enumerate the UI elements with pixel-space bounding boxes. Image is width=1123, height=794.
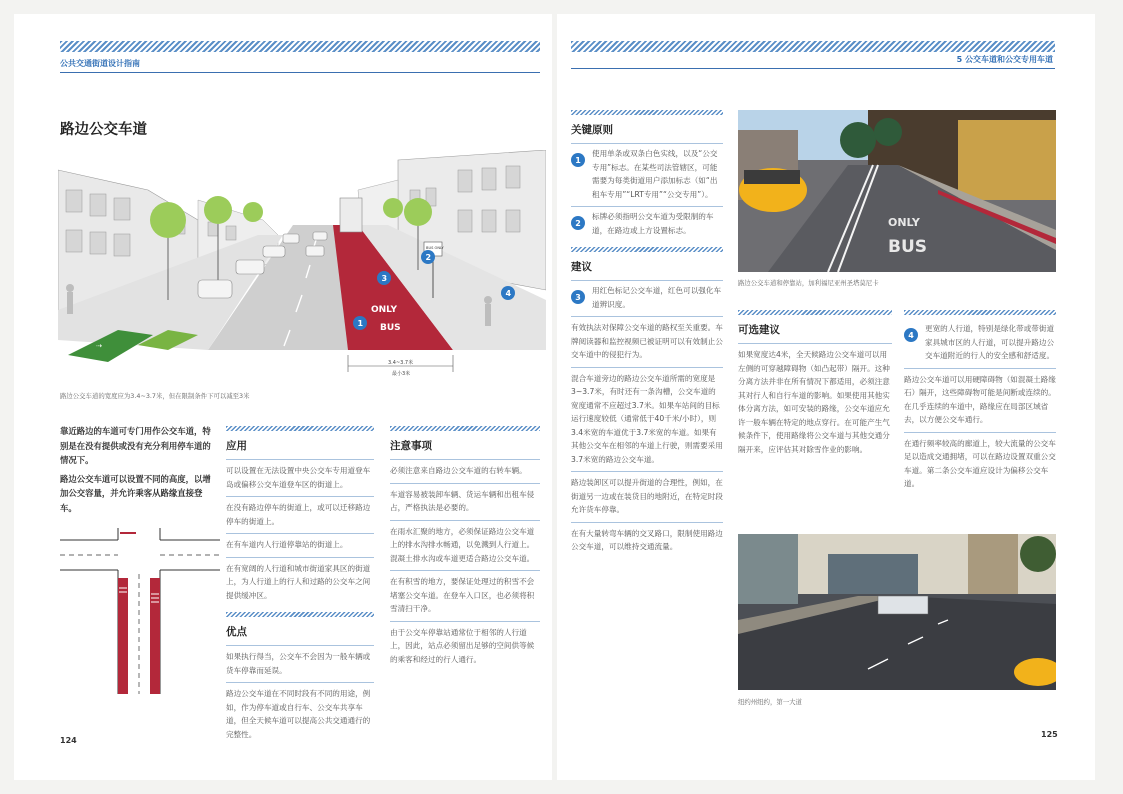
dimension-min-label: 最小3米 — [392, 371, 411, 377]
recommended-paragraph-4: 在有大量转弯车辆的交叉路口，限制使用路边公交车道，可以维持交通流量。 — [571, 522, 723, 554]
recommended-heading: 建议 — [571, 261, 592, 273]
sign-text: BUS ONLY — [426, 246, 444, 250]
side-paragraph-1: 路边公交车道可以用硬障碍物（如混凝土路缘石）隔开，这些障碍物可能是间断或连续的。在几乎连续的车道中，路缘应在局部区域省去，以方便公交车通行。 — [904, 368, 1056, 427]
running-header: 5 公交车道和公交专用车道 — [956, 55, 1053, 64]
section-stripe — [571, 247, 723, 252]
side-paragraph-2: 在通行频率较高的廊道上，较大流量的公交车足以造成交通拥堵，可以在路边设置双重公交车道。第二条公交车道应设计为偏移公交车道。 — [904, 432, 1056, 491]
notes-paragraph-3: 在雨水汇聚的地方，必须保证路边公交车道上的排水沟排水畅通，以免溅到人行道上。混凝土排水沟或车道更适合路边公交车道。 — [390, 520, 540, 566]
header-rule — [571, 68, 1055, 69]
intro-column — [60, 424, 212, 515]
application-column — [226, 426, 374, 741]
number-badge: 4 — [904, 328, 918, 342]
header-stripe — [571, 41, 1055, 52]
header-rule — [60, 72, 540, 73]
marker-2-label: 2 — [425, 253, 432, 262]
svg-text:⇢: ⇢ — [96, 342, 102, 350]
notes-column — [390, 426, 540, 666]
section-stripe — [904, 310, 1056, 315]
benefits-paragraph-2: 路边公交车道在不同时段有不同的用途，例如，作为停车道或自行车、公交车共享车道，但全天候车道可以提高公共交通通行的完整性。 — [226, 682, 374, 741]
recommended-paragraph-1: 有效执法对保障公交车道的路权至关重要。车牌阅读器和监控视频已被证明可以有效制止公交车道中的侵犯行为。 — [571, 316, 723, 362]
notes-heading: 注意事项 — [390, 440, 432, 452]
section-stripe — [738, 310, 892, 315]
section-stripe — [226, 426, 374, 431]
page-number: 125 — [1041, 730, 1058, 739]
recommended-paragraph-2: 混合车道旁边的路边公交车道所需的宽度是3~3.7米，有时还有一条沟槽，公交车道的宽度通常不应超过3.7米。如果车站间的目标运行速度较低（通常低于40千米/小时），则3.4米宽的车道优于3.7米宽的车道。如果有其他公交车在相邻的车道上行驶，则需要采用3.7米宽的路边公交车道。 — [571, 367, 723, 467]
right-page — [557, 14, 1095, 780]
recommended-item-3 — [571, 280, 723, 311]
principle-text: 标牌必须指明公交车道为受限制的车道，在路边或上方设置标志。 — [592, 212, 714, 235]
intro-paragraph-1: 靠近路边的车道可专门用作公交车道，特别是在没有提供或没有充分利用停车道的情况下。 — [60, 426, 211, 465]
left-page — [14, 14, 552, 780]
application-paragraph-3: 在有车道内人行道停靠站的街道上。 — [226, 533, 374, 552]
benefits-paragraph-1: 如果执行得当，公交车不会因为一般车辆或货车停靠而延误。 — [226, 645, 374, 677]
header-stripe — [60, 41, 540, 52]
marker-1-label: 1 — [357, 319, 364, 328]
photo1-caption: 路边公交车道和停靠站，加利福尼亚州圣塔莫尼卡 — [738, 279, 879, 287]
application-heading: 应用 — [226, 440, 247, 452]
section-stripe — [226, 612, 374, 617]
running-header: 公共交通街道设计指南 — [60, 59, 140, 68]
section-stripe — [390, 426, 540, 431]
principle-text: 使用单条或双条白色实线，以及“公交专用”标志。在某些司法管辖区，可能需要为每类街道用户添加标志（如“出租车专用”“LRT专用”“公交专用”）。 — [592, 149, 718, 199]
optional-heading: 可选建议 — [738, 324, 780, 336]
notes-paragraph-4: 在有积雪的地方，要保证处理过的积雪不会堵塞公交车道。在登车入口区，也必须将积雪清扫干净。 — [390, 570, 540, 616]
principle-item-1 — [571, 143, 723, 201]
application-paragraph-2: 在没有路边停车的街道上，或可以迁移路边停车的街道上。 — [226, 496, 374, 528]
notes-paragraph-5: 由于公交车停靠站通常位于相邻的人行道上，因此，站点必须留出足够的空间供等候的乘客和经过的行人通行。 — [390, 621, 540, 667]
photo-road-text-only: ONLY — [888, 216, 920, 229]
photo-road-text-bus: BUS — [888, 237, 928, 257]
optional-column — [738, 310, 892, 456]
notes-paragraph-2: 车道容易被装卸车辆、货运车辆和出租车侵占，严格执法是必要的。 — [390, 483, 540, 515]
lane-text-only: ONLY — [371, 305, 398, 315]
item4-text: 更宽的人行道，特别是绿化带或带街道家具城市区的人行道，可以提升路边公交车道附近的行人的安全感和舒适度。 — [925, 324, 1055, 360]
application-paragraph-1: 可以设置在无法设置中央公交车专用道登车岛或偏移公交车道登车区的街道上。 — [226, 459, 374, 491]
intersection-diagram — [60, 528, 220, 694]
street-illustration — [58, 150, 546, 390]
application-paragraph-4: 在有宽阔的人行道和城市街道家具区的街道上，为人行道上的行人和过路的公交车之间提供缓冲区。 — [226, 557, 374, 603]
principle-item-2 — [571, 206, 723, 237]
recommended-paragraph-3: 路边装卸区可以提升街道的合理性，例如，在街道另一边或在装货目的地附近，在特定时段允许货车停靠。 — [571, 471, 723, 517]
optional-paragraph-1: 如果宽度达4米，全天候路边公交车道可以用左侧的可穿越障碍物（如凸起带）隔开。这种分离方法并非在所有情况下都适用，必须注意其对行人和自行车道的影响。如果使用其他实体分离方法，如可安装的路缘，公交车道应允许一般车辆在特定的地点穿行。在可能产生气候条件下，使用路缘将公交车道与其他交通分隔开来，应评估其对除雪作业的影响。 — [738, 343, 892, 456]
photo2-caption: 纽约州纽约，第一大道 — [738, 698, 802, 706]
page-number: 124 — [60, 736, 77, 745]
photo-first-avenue — [738, 534, 1056, 690]
marker-4-label: 4 — [505, 289, 512, 298]
section-stripe — [571, 110, 723, 115]
item-4 — [904, 322, 1056, 363]
illustration-caption: 路边公交车道的宽度应为3.4~3.7米，但在限制条件下可以减至3米 — [60, 392, 250, 400]
recommended-text: 用红色标记公交车道，红色可以强化车道辨识度。 — [592, 286, 722, 309]
key-principles-heading: 关键原则 — [571, 124, 613, 136]
dimension-label: 3.4~3.7米 — [388, 360, 414, 366]
intro-paragraph-2: 路边公交车道可以设置不同的高度，以增加公交容量，并允许乘客从路缘直接登车。 — [60, 473, 211, 513]
item4-column — [904, 310, 1056, 491]
photo-santa-monica — [738, 110, 1056, 272]
marker-3-label: 3 — [381, 274, 388, 283]
benefits-heading: 优点 — [226, 626, 247, 638]
number-badge: 2 — [571, 216, 585, 230]
lane-text-bus: BUS — [380, 323, 401, 333]
number-badge: 3 — [571, 290, 585, 304]
principles-column — [571, 110, 723, 554]
page-title: 路边公交车道 — [60, 122, 147, 138]
notes-paragraph-1: 必须注意来自路边公交车道的右转车辆。 — [390, 459, 540, 478]
number-badge: 1 — [571, 153, 585, 167]
